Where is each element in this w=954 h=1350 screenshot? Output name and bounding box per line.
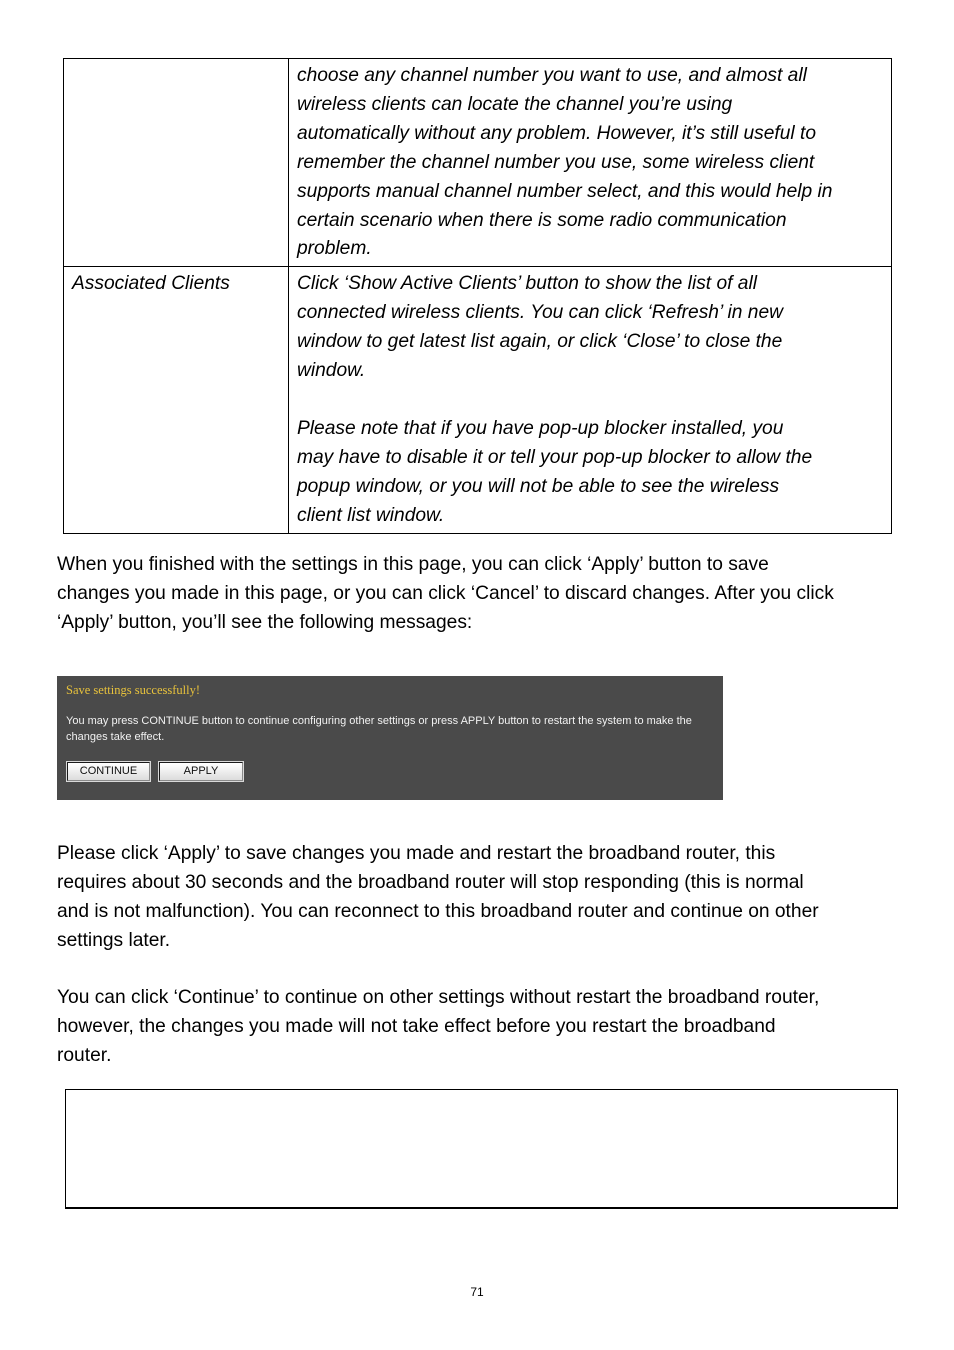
- description-line: automatically without any problem. However, it’s still useful to: [297, 122, 817, 144]
- intro-paragraph: [57, 551, 907, 638]
- description-line: remember the channel number you use, some wireless client: [297, 151, 815, 173]
- description-line: certain scenario when there is some radio communication: [297, 209, 787, 231]
- dialog-title: Save settings successfully!: [66, 683, 201, 697]
- description-line: client list window.: [297, 504, 445, 526]
- paragraph-line: Please click ‘Apply’ to save changes you made and restart the broadband router, this: [57, 843, 776, 864]
- dialog-message: [66, 714, 716, 745]
- description-line: window to get latest list again, or click ‘Close’ to close the: [297, 331, 783, 353]
- settings-description-table: [63, 58, 892, 534]
- setting-description-cell: [289, 267, 892, 533]
- paragraph-line: settings later.: [57, 929, 171, 951]
- continue-paragraph: [57, 984, 907, 1071]
- description-line: choose any channel number you want to use, and almost all: [297, 65, 807, 86]
- apply-paragraph: [57, 840, 907, 956]
- paragraph-line: however, the changes you made will not take effect before you restart the broadband: [57, 1015, 776, 1037]
- paragraph-line: router.: [57, 1044, 112, 1066]
- setting-description-cell: [289, 59, 892, 267]
- setting-name-cell: Associated Clients: [64, 267, 289, 533]
- table-row: [64, 267, 892, 533]
- description-line: window.: [297, 360, 366, 382]
- paragraph-line: changes you made in this page, or you can click ‘Cancel’ to discard changes. After you click: [57, 582, 834, 604]
- apply-button[interactable]: APPLY: [159, 762, 243, 781]
- description-line: wireless clients can locate the channel you’re using: [297, 93, 733, 115]
- page-number: 71: [470, 1285, 484, 1299]
- paragraph-line: ‘Apply’ button, you’ll see the following messages:: [57, 611, 473, 633]
- table-row: [64, 59, 892, 267]
- paragraph-line: requires about 30 seconds and the broadband router will stop responding (this is normal: [57, 871, 804, 893]
- continue-button[interactable]: CONTINUE: [67, 762, 150, 781]
- description-line: may have to disable it or tell your pop-up blocker to allow the: [297, 446, 813, 468]
- description-line: supports manual channel number select, and this would help in: [297, 180, 833, 202]
- description-line: problem.: [297, 238, 372, 260]
- empty-note-box: [65, 1089, 898, 1209]
- paragraph-line: When you finished with the settings in this page, you can click ‘Apply’ button to save: [57, 554, 769, 575]
- description-line: connected wireless clients. You can click ‘Refresh’ in new: [297, 302, 783, 324]
- description-line: popup window, or you will not be able to see the wireless: [297, 475, 780, 497]
- paragraph-line: and is not malfunction). You can reconnect to this broadband router and continue on other: [57, 900, 819, 922]
- description-line: Click ‘Show Active Clients’ button to show the list of all: [297, 273, 757, 295]
- setting-name-cell: [64, 59, 289, 267]
- save-settings-dialog: [57, 676, 723, 800]
- paragraph-line: You can click ‘Continue’ to continue on other settings without restart the broadband router,: [57, 987, 820, 1008]
- description-line: Please note that if you have pop-up blocker installed, you: [297, 417, 784, 439]
- dialog-message-line: changes take effect.: [66, 730, 165, 743]
- paragraph-gap: [297, 386, 883, 415]
- dialog-message-line: You may press CONTINUE button to continue configuring other settings or press APPLY button to restart the system to make the: [66, 715, 692, 727]
